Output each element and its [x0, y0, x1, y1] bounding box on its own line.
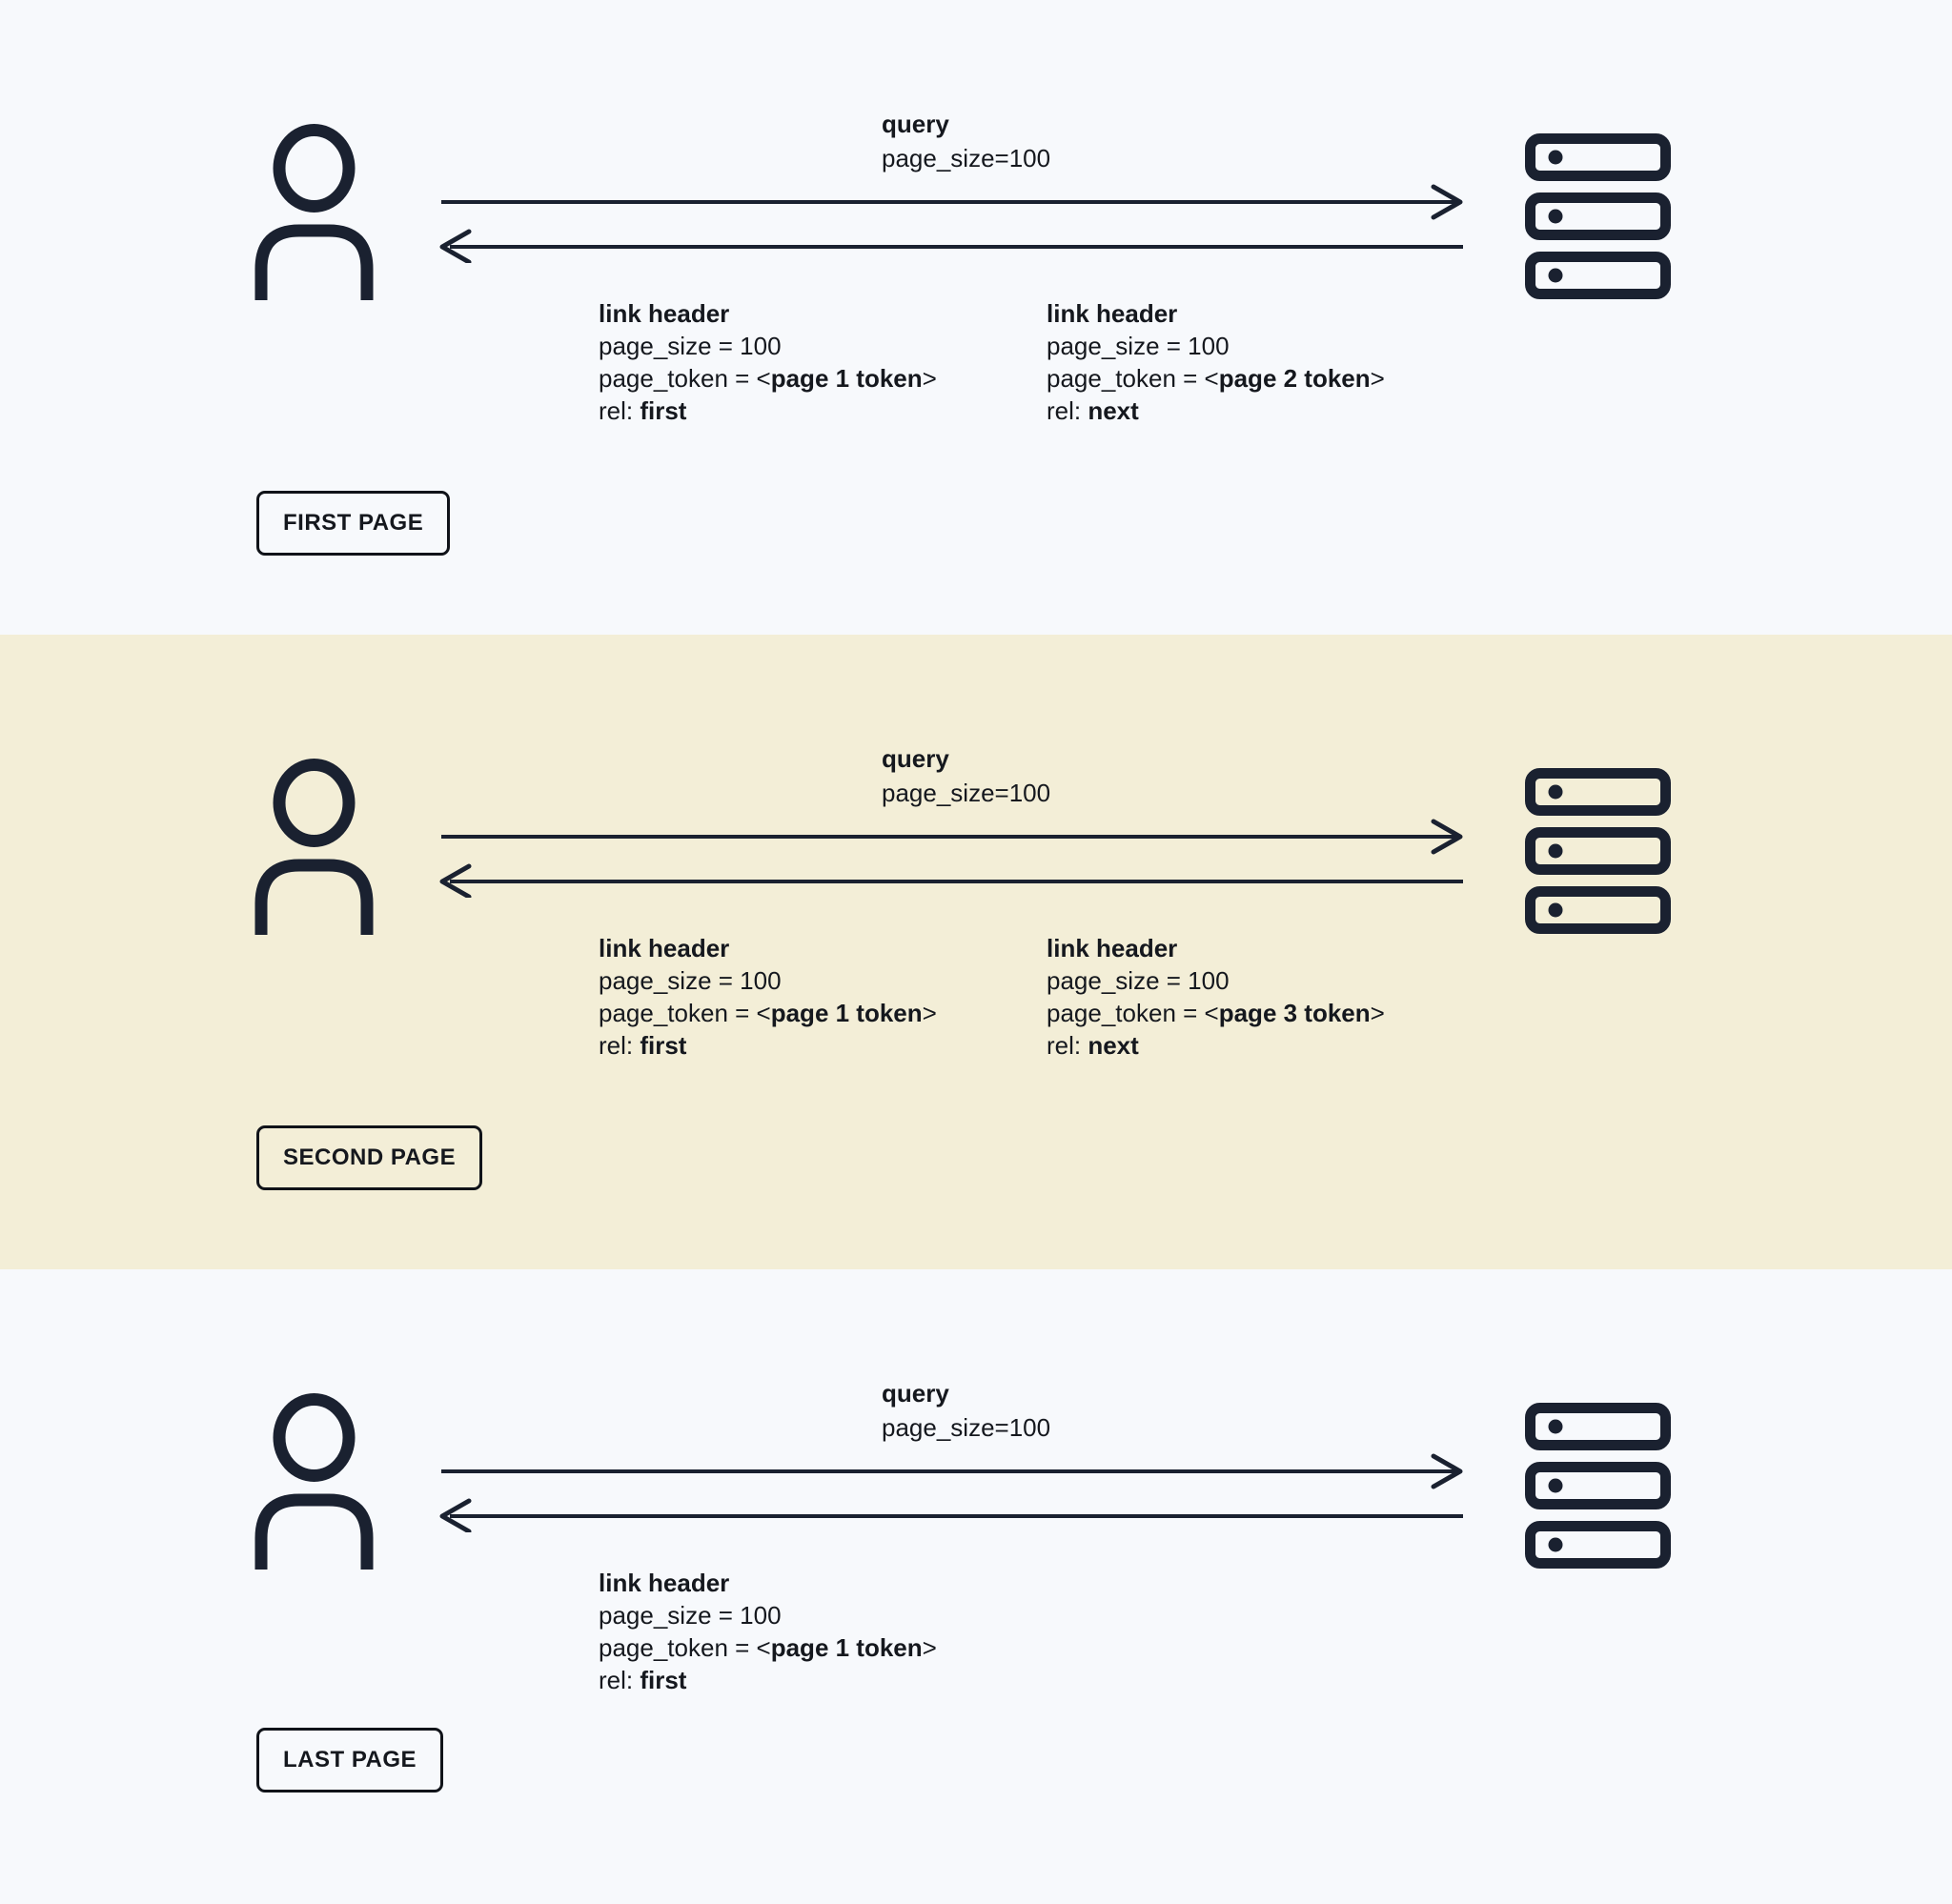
page-size-line: page_size = 100 [1047, 332, 1230, 360]
user-icon [254, 759, 374, 935]
token-value: page 1 token [770, 364, 923, 393]
page-token-line [599, 362, 937, 395]
rel-line [599, 1664, 937, 1696]
section-first-page [0, 0, 1952, 635]
query-annotation [882, 107, 1050, 175]
query-annotation [882, 1376, 1050, 1445]
link-header-title: link header [599, 934, 730, 962]
rel-prefix: rel: [1047, 396, 1088, 425]
token-value: page 2 token [1218, 364, 1371, 393]
token-suffix: > [922, 999, 937, 1027]
link-header-block-first [599, 297, 937, 427]
rel-value: first [640, 1031, 687, 1060]
query-title: query [882, 110, 949, 138]
request-response-arrows [438, 818, 1468, 898]
link-header-title: link header [1047, 299, 1178, 328]
page-token-line [1047, 362, 1385, 395]
section-last-page [0, 1269, 1952, 1904]
user-icon [254, 124, 374, 300]
token-suffix: > [922, 364, 937, 393]
link-header-title: link header [599, 299, 730, 328]
section-second-page [0, 635, 1952, 1269]
link-header-title: link header [599, 1569, 730, 1597]
page-size-line: page_size = 100 [1047, 966, 1230, 995]
rel-value: next [1088, 396, 1139, 425]
link-header-block-next [1047, 932, 1385, 1062]
token-prefix: page_token = < [599, 364, 771, 393]
token-suffix: > [1370, 364, 1385, 393]
request-response-arrows [438, 183, 1468, 263]
page-size-line: page_size = 100 [599, 1601, 782, 1630]
link-header-block-next [1047, 297, 1385, 427]
rel-line [599, 395, 937, 427]
rel-prefix: rel: [599, 396, 640, 425]
page-token-line [599, 997, 937, 1029]
rel-prefix: rel: [599, 1031, 640, 1060]
token-suffix: > [1370, 999, 1385, 1027]
token-prefix: page_token = < [1047, 999, 1219, 1027]
query-param: page_size=100 [882, 144, 1051, 172]
page-token-line [599, 1631, 937, 1664]
rel-line [1047, 1029, 1385, 1062]
page-size-line: page_size = 100 [599, 966, 782, 995]
rel-prefix: rel: [599, 1666, 640, 1694]
query-param: page_size=100 [882, 779, 1051, 807]
server-stack-icon [1525, 768, 1671, 934]
rel-value: next [1088, 1031, 1139, 1060]
server-stack-icon [1525, 133, 1671, 299]
token-value: page 1 token [770, 1633, 923, 1662]
page-stage-label: LAST PAGE [256, 1728, 443, 1793]
token-prefix: page_token = < [599, 999, 771, 1027]
rel-line [1047, 395, 1385, 427]
page-size-line: page_size = 100 [599, 332, 782, 360]
user-icon [254, 1393, 374, 1570]
query-annotation [882, 741, 1050, 810]
page-stage-label: SECOND PAGE [256, 1125, 482, 1190]
link-header-title: link header [1047, 934, 1178, 962]
token-value: page 1 token [770, 999, 923, 1027]
token-prefix: page_token = < [1047, 364, 1219, 393]
rel-line [599, 1029, 937, 1062]
rel-prefix: rel: [1047, 1031, 1088, 1060]
query-title: query [882, 744, 949, 773]
query-title: query [882, 1379, 949, 1408]
link-header-block-first [599, 1567, 937, 1696]
rel-value: first [640, 396, 687, 425]
query-param: page_size=100 [882, 1413, 1051, 1442]
rel-value: first [640, 1666, 687, 1694]
page-stage-label: FIRST PAGE [256, 491, 450, 556]
server-stack-icon [1525, 1403, 1671, 1569]
token-suffix: > [922, 1633, 937, 1662]
page-token-line [1047, 997, 1385, 1029]
token-prefix: page_token = < [599, 1633, 771, 1662]
request-response-arrows [438, 1452, 1468, 1532]
token-value: page 3 token [1218, 999, 1371, 1027]
link-header-block-first [599, 932, 937, 1062]
